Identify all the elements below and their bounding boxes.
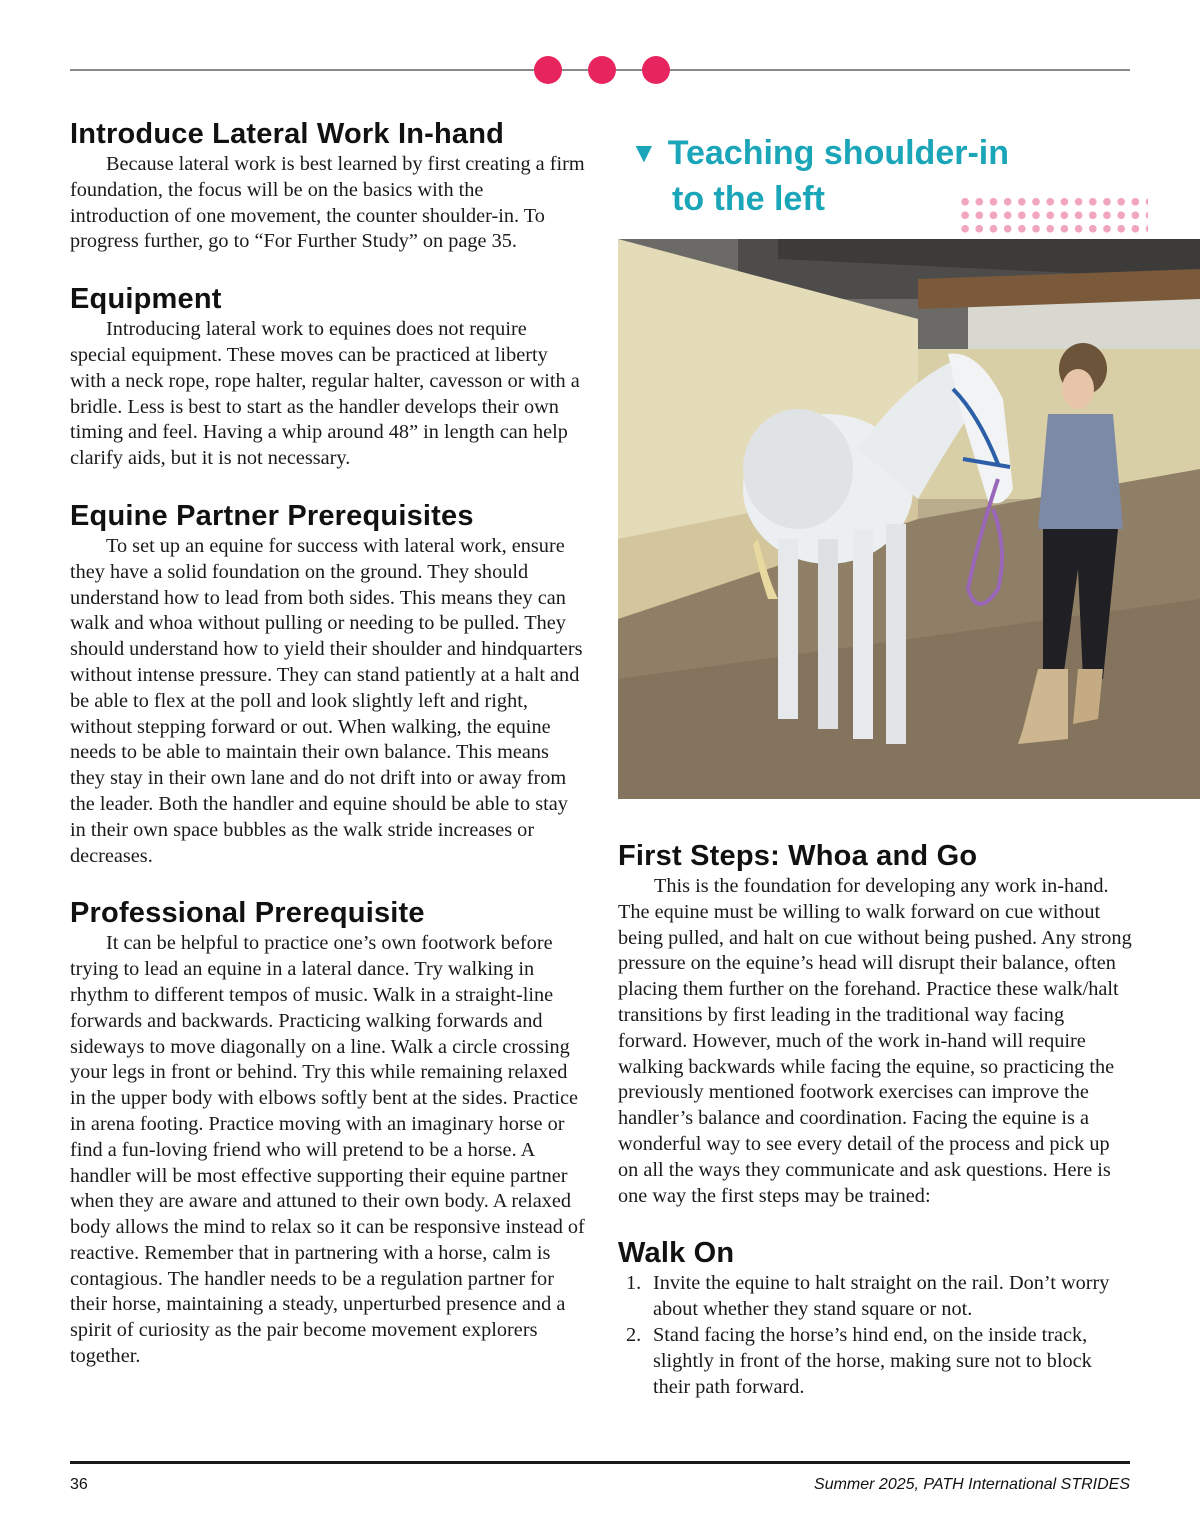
list-item [618,1271,1133,1323]
section-walk-on [618,1235,1133,1400]
page-number: 36 [70,1476,88,1493]
caption-line-1: Teaching shoulder-in [667,134,1009,172]
list-item-number: 1. [626,1272,642,1295]
header-dots [534,56,670,84]
triangle-down-icon: ▼ [630,137,658,168]
photo-illustration [618,239,1200,799]
section-body: To set up an equine for success with lateral work, ensure they have a solid foundation on the ground. They should understand how to lead from both sides. This means they can walk and whoa without pulling or needing to be pulled. They should understand how to yield their shoulder and hindquarters without intense pressure. They can stand patiently at a halt and be able to flex at the poll and look slightly left and right, without stepping forward or out. When walking, the equine needs to be able to maintain their own balance. This means they stay in their own lane and do not drift into or away from the leader. Both the handler and equine should be able to stay in their own space bubbles as the walk stride increases or decreases. [70,534,583,867]
list-item-text: Stand facing the horse’s hind end, on the inside track, slightly in front of the horse, making sure not to block their path forward. [653,1323,1092,1398]
section-equipment [70,281,585,472]
section-title: First Steps: Whoa and Go [618,840,978,872]
section-professional-prerequisite [70,895,585,1370]
photo-horse-handler [618,239,1200,799]
caption-line-2: to the left [672,180,825,218]
header-dot [642,56,670,84]
publication-footer: Summer 2025, PATH International STRIDES [814,1476,1130,1493]
left-column [70,116,585,1370]
section-first-steps [618,838,1133,1209]
section-body: It can be helpful to practice one’s own footwork before trying to lead an equine in a lateral dance. Try walking in rhythm to different tempos of music. Walk in a straight-line forwards and backwards. Practicing walking forwards and sideways to move diagonally on a line. Walk a circle crossing your legs in front or behind. Try this while remaining relaxed in the upper body with elbows softly bent at the sides. Practice in arena footing. Practice moving with an imaginary horse or find a fun-loving friend who will pretend to be a horse. A handler will be most effective supporting their equine partner when they are aware and attuned to their own body. A relaxed body allows the mind to relax so it can be responsive instead of reactive. Remember that in partnering with a horse, calm is contagious. The handler needs to be a regulation partner for their horse, maintaining a steady, unperturbed presence and a spirit of curiosity as the pair become movement explorers together. [70,932,585,1368]
header-dot [534,56,562,84]
list-item-number: 2. [626,1323,642,1346]
section-body: Because lateral work is best learned by first creating a firm foundation, the focus will be on the basics with the introduction of one movement, the counter shoulder-in. To progress further, go to “For Further Study” on page 35. [70,153,585,253]
section-body: This is the foundation for developing any work in-hand. The equine must be willing to walk forward on cue without being pulled, and halt on cue without being pushed. Any strong pressure on the equine’s head will disrupt their balance, often placing them further on the forehand. Practice these walk/halt transitions by first leading in the traditional way facing forward. However, much of the work in-hand will require walking backwards while facing the equine, so practicing the previously mentioned footwork exercises can improve the handler’s balance and coordination. Facing the equine is a wonderful way to see every detail of the process and pick up on all the ways they communicate and ask questions. Here is one way the first steps may be trained: [618,875,1132,1207]
section-equine-prerequisites [70,498,585,869]
right-column [618,838,1133,1400]
section-title: Introduce Lateral Work In-hand [70,118,505,150]
footer-rule [70,1461,1130,1464]
section-body: Introducing lateral work to equines does not require special equipment. These moves can be practiced at liberty with a neck rope, rope halter, regular halter, cavesson or with a bridle. Less is best to start as the handler develops their own timing and feel. Having a whip around 48” in length can help clarify aids, but it is not necessary. [70,318,580,470]
section-lateral-work [70,116,585,255]
header-dot [588,56,616,84]
decorative-dot-grid [958,195,1148,235]
steps-list [618,1271,1133,1400]
section-title: Walk On [618,1237,735,1270]
list-item-text: Invite the equine to halt straight on the rail. Don’t worry about whether they stand square or not. [653,1272,1110,1321]
section-title: Equipment [70,283,222,316]
section-title: Professional Prerequisite [70,897,425,930]
list-item [618,1323,1133,1400]
section-title: Equine Partner Prerequisites [70,499,474,532]
